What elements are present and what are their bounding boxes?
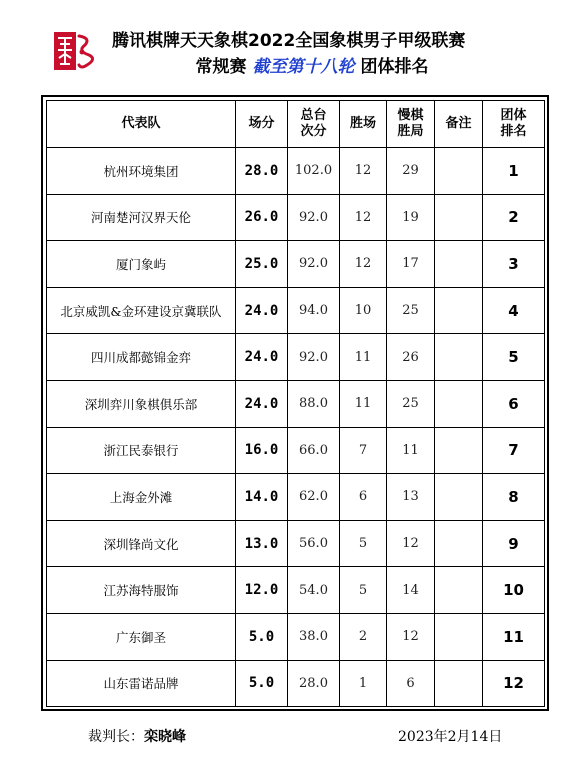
team-rank: 4: [483, 287, 545, 334]
header-rank: 团体 排名: [483, 101, 545, 148]
team-rank: 10: [483, 567, 545, 614]
slow-game-wins: 6: [387, 660, 435, 707]
standings-table: [46, 100, 545, 707]
board-points: 66.0: [288, 427, 340, 474]
table-row: [47, 334, 545, 381]
team-name: 浙江民泰银行: [47, 427, 236, 474]
header-notes: 备注: [435, 101, 483, 148]
board-points: 102.0: [288, 148, 340, 195]
team-name: 厦门象屿: [47, 241, 236, 288]
slow-game-wins: 29: [387, 148, 435, 195]
notes-cell: [435, 660, 483, 707]
match-points: 13.0: [236, 520, 288, 567]
table-row: [47, 427, 545, 474]
notes-cell: [435, 613, 483, 660]
match-wins: 10: [340, 287, 387, 334]
team-name: 杭州环境集团: [47, 148, 236, 195]
match-wins: 12: [340, 194, 387, 241]
table-row: [47, 567, 545, 614]
team-rank: 12: [483, 660, 545, 707]
board-points: 92.0: [288, 194, 340, 241]
match-wins: 5: [340, 520, 387, 567]
match-wins: 5: [340, 567, 387, 614]
team-name: 江苏海特服饰: [47, 567, 236, 614]
match-wins: 7: [340, 427, 387, 474]
team-name: 上海金外滩: [47, 474, 236, 521]
slow-game-wins: 17: [387, 241, 435, 288]
seal-logo-icon: [52, 28, 96, 74]
slow-game-wins: 11: [387, 427, 435, 474]
slow-game-wins: 14: [387, 567, 435, 614]
header-points: 场分: [236, 101, 288, 148]
team-name: 山东雷诺品牌: [47, 660, 236, 707]
match-points: 5.0: [236, 660, 288, 707]
match-points: 14.0: [236, 474, 288, 521]
header-wins: 胜场: [340, 101, 387, 148]
match-points: 16.0: [236, 427, 288, 474]
team-rank: 8: [483, 474, 545, 521]
match-points: 24.0: [236, 287, 288, 334]
notes-cell: [435, 334, 483, 381]
board-points: 92.0: [288, 241, 340, 288]
page-title: 腾讯棋牌天天象棋2022全国象棋男子甲级联赛: [112, 31, 466, 51]
match-wins: 11: [340, 334, 387, 381]
match-wins: 12: [340, 241, 387, 288]
match-wins: 6: [340, 474, 387, 521]
slow-game-wins: 12: [387, 613, 435, 660]
board-points: 94.0: [288, 287, 340, 334]
notes-cell: [435, 520, 483, 567]
team-rank: 7: [483, 427, 545, 474]
match-points: 28.0: [236, 148, 288, 195]
slow-game-wins: 25: [387, 287, 435, 334]
notes-cell: [435, 427, 483, 474]
table-row: [47, 474, 545, 521]
referee-label: 裁判长：: [88, 729, 144, 745]
header-slow-wins: 慢棋 胜局: [387, 101, 435, 148]
notes-cell: [435, 148, 483, 195]
table-row: [47, 241, 545, 288]
notes-cell: [435, 474, 483, 521]
match-points: 25.0: [236, 241, 288, 288]
subtitle-suffix: 团体排名: [360, 57, 429, 77]
table-row: [47, 380, 545, 427]
match-points: 12.0: [236, 567, 288, 614]
team-rank: 1: [483, 148, 545, 195]
slow-game-wins: 19: [387, 194, 435, 241]
subtitle-round-highlight: 截至第十八轮: [252, 57, 355, 77]
slow-game-wins: 25: [387, 380, 435, 427]
team-rank: 5: [483, 334, 545, 381]
team-rank: 3: [483, 241, 545, 288]
team-rank: 2: [483, 194, 545, 241]
team-rank: 11: [483, 613, 545, 660]
chief-referee: [88, 726, 186, 746]
team-rank: 9: [483, 520, 545, 567]
notes-cell: [435, 380, 483, 427]
team-name: 四川成都懿锦金弈: [47, 334, 236, 381]
match-points: 24.0: [236, 334, 288, 381]
board-points: 92.0: [288, 334, 340, 381]
board-points: 88.0: [288, 380, 340, 427]
match-points: 26.0: [236, 194, 288, 241]
subtitle-prefix: 常规赛: [195, 57, 247, 77]
match-points: 24.0: [236, 380, 288, 427]
match-wins: 11: [340, 380, 387, 427]
match-points: 5.0: [236, 613, 288, 660]
table-row: [47, 613, 545, 660]
board-points: 28.0: [288, 660, 340, 707]
board-points: 56.0: [288, 520, 340, 567]
slow-game-wins: 13: [387, 474, 435, 521]
referee-name: 栾晓峰: [144, 729, 186, 745]
board-points: 54.0: [288, 567, 340, 614]
team-name: 深圳弈川象棋俱乐部: [47, 380, 236, 427]
team-rank: 6: [483, 380, 545, 427]
header-team: 代表队: [47, 101, 236, 148]
notes-cell: [435, 194, 483, 241]
standings-frame: [41, 95, 549, 711]
logo: [52, 28, 96, 74]
team-name: 北京威凯&金环建设京冀联队: [47, 287, 236, 334]
table-row: [47, 660, 545, 707]
table-row: [47, 520, 545, 567]
issue-date: 2023年2月14日: [398, 729, 503, 745]
slow-game-wins: 26: [387, 334, 435, 381]
table-row: [47, 194, 545, 241]
team-name: 深圳锋尚文化: [47, 520, 236, 567]
slow-game-wins: 12: [387, 520, 435, 567]
header-tiebreak: 总台 次分: [288, 101, 340, 148]
page-subtitle: [112, 56, 512, 78]
notes-cell: [435, 567, 483, 614]
match-wins: 1: [340, 660, 387, 707]
board-points: 38.0: [288, 613, 340, 660]
board-points: 62.0: [288, 474, 340, 521]
notes-cell: [435, 241, 483, 288]
match-wins: 2: [340, 613, 387, 660]
notes-cell: [435, 287, 483, 334]
match-wins: 12: [340, 148, 387, 195]
team-name: 广东御圣: [47, 613, 236, 660]
team-name: 河南楚河汉界天伦: [47, 194, 236, 241]
table-header-row: [47, 101, 545, 148]
table-row: [47, 287, 545, 334]
table-row: [47, 148, 545, 195]
